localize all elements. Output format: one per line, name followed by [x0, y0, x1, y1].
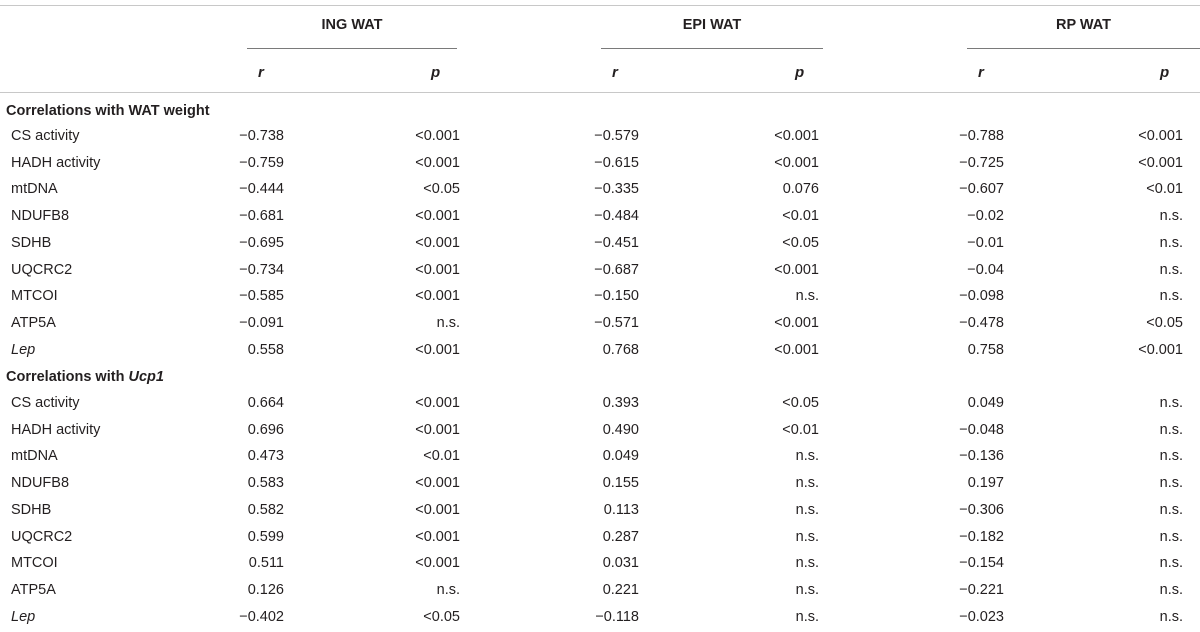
table-cell: −0.759 [239, 154, 284, 171]
table-cell: <0.001 [415, 528, 460, 545]
table-cell: −0.098 [959, 288, 1004, 305]
table-cell: 0.511 [248, 555, 284, 572]
table-cell: −0.788 [959, 128, 1004, 144]
col-header-ing-r: r [258, 64, 264, 81]
table-cell: −0.478 [959, 314, 1004, 331]
row-label: CS activity [11, 128, 80, 144]
table-cell: −0.023 [959, 608, 1004, 625]
table-cell: 0.197 [967, 475, 1004, 492]
table-cell: <0.001 [1138, 128, 1183, 144]
table-cell: −0.615 [594, 154, 639, 171]
table-cell: <0.01 [1146, 181, 1183, 198]
table-cell: n.s. [1159, 475, 1183, 492]
table-cell: 0.758 [967, 341, 1004, 358]
table-row [0, 392, 1200, 419]
header-bottom-rule [0, 92, 1200, 93]
table-cell: <0.001 [415, 341, 460, 358]
table-cell: −0.725 [959, 154, 1004, 171]
table-cell: <0.05 [782, 234, 819, 251]
table-row [0, 152, 1200, 179]
col-header-epi-p: p [795, 64, 805, 81]
table-cell: 0.583 [247, 475, 284, 492]
group-underline-rp [967, 48, 1200, 49]
table-cell: 0.287 [602, 528, 639, 545]
table-cell: <0.05 [1146, 314, 1183, 331]
row-label: mtDNA [11, 181, 58, 198]
table-cell: 0.582 [247, 501, 284, 518]
table-cell: −0.182 [959, 528, 1004, 545]
table-cell: −0.607 [959, 181, 1004, 198]
row-label: ATP5A [11, 314, 56, 331]
table-cell: 0.664 [247, 395, 284, 411]
table-row [0, 205, 1200, 232]
table-row [0, 285, 1200, 312]
table-row [0, 312, 1200, 339]
table-cell: −0.687 [594, 261, 639, 278]
table-row [0, 125, 1200, 152]
table-cell: <0.001 [1138, 154, 1183, 171]
group-header-ing-wat: ING WAT [321, 17, 383, 33]
table-row [0, 178, 1200, 205]
table-cell: −0.221 [959, 581, 1004, 598]
table-cell: 0.126 [247, 581, 284, 598]
table-cell: 0.113 [603, 501, 639, 518]
table-cell: −0.681 [239, 208, 284, 225]
table-cell: −0.444 [239, 181, 284, 198]
table-cell: 0.696 [247, 421, 284, 438]
table-cell: −0.585 [239, 288, 284, 305]
table-cell: <0.001 [415, 555, 460, 572]
table-cell: 0.049 [602, 448, 639, 465]
table-cell: n.s. [1159, 421, 1183, 438]
table-row [0, 526, 1200, 553]
table-cell: n.s. [795, 608, 819, 625]
table-row [0, 472, 1200, 499]
table-cell: n.s. [795, 475, 819, 492]
table-cell: −0.154 [959, 555, 1004, 572]
table-cell: 0.076 [782, 181, 819, 198]
table-cell: 0.049 [967, 395, 1004, 411]
table-cell: n.s. [795, 448, 819, 465]
table-cell: <0.001 [774, 154, 819, 171]
table-cell: n.s. [1159, 234, 1183, 251]
table-row [0, 579, 1200, 606]
table-cell: −0.136 [959, 448, 1004, 465]
table-cell: −0.01 [967, 234, 1004, 251]
table-cell: <0.01 [782, 208, 819, 225]
row-label: SDHB [11, 501, 52, 518]
row-label: UQCRC2 [11, 528, 73, 545]
table-cell: −0.150 [594, 288, 639, 305]
group-header-epi-wat: EPI WAT [682, 17, 742, 33]
table-cell: 0.599 [247, 528, 284, 545]
col-header-rp-r: r [978, 64, 984, 81]
table-cell: n.s. [795, 528, 819, 545]
table-cell: −0.579 [594, 128, 639, 144]
section-title-wat-weight: Correlations with WAT weight [6, 103, 210, 119]
table-cell: <0.001 [774, 261, 819, 278]
table-cell: n.s. [795, 288, 819, 305]
table-cell: <0.001 [1138, 341, 1183, 358]
table-row [0, 339, 1200, 366]
row-label: HADH activity [11, 154, 101, 171]
table-cell: −0.734 [239, 261, 284, 278]
row-label: UQCRC2 [11, 261, 73, 278]
table-cell: 0.473 [247, 448, 284, 465]
table-row [0, 552, 1200, 579]
table-cell: n.s. [1159, 555, 1183, 572]
table-row [0, 499, 1200, 526]
table-cell: −0.451 [594, 234, 639, 251]
table-cell: 0.558 [247, 341, 284, 358]
table-cell: <0.001 [415, 475, 460, 492]
table-cell: n.s. [1159, 581, 1183, 598]
table-cell: 0.768 [602, 341, 639, 358]
table-cell: −0.048 [959, 421, 1004, 438]
table-cell: −0.571 [594, 314, 639, 331]
table-cell: <0.001 [774, 341, 819, 358]
row-label: MTCOI [11, 555, 58, 572]
table-cell: −0.695 [239, 234, 284, 251]
table-cell: n.s. [795, 555, 819, 572]
group-underline-epi [601, 48, 823, 49]
group-header-rp-wat: RP WAT [1055, 17, 1112, 33]
table-cell: −0.306 [959, 501, 1004, 518]
col-header-epi-r: r [612, 64, 618, 81]
table-cell: −0.118 [595, 608, 639, 625]
table-cell: −0.02 [967, 208, 1004, 225]
section-title-ucp1: Correlations with Ucp1 [6, 369, 164, 385]
table-row [0, 606, 1200, 632]
table-cell: n.s. [1159, 501, 1183, 518]
table-cell: <0.05 [423, 608, 460, 625]
row-label: Lep [11, 608, 36, 625]
table-row [0, 259, 1200, 286]
col-header-ing-p: p [431, 64, 441, 81]
table-cell: −0.402 [239, 608, 284, 625]
table-cell: <0.001 [774, 314, 819, 331]
table-cell: <0.001 [415, 261, 460, 278]
table-cell: −0.738 [239, 128, 284, 144]
table-cell: <0.001 [415, 421, 460, 438]
table-cell: n.s. [795, 501, 819, 518]
table-cell: n.s. [1159, 261, 1183, 278]
table-cell: n.s. [795, 581, 819, 598]
row-label: HADH activity [11, 421, 101, 438]
table-cell: n.s. [1159, 528, 1183, 545]
table-cell: <0.001 [774, 128, 819, 144]
row-label: CS activity [11, 395, 80, 411]
table-top-rule [0, 5, 1200, 6]
table-cell: n.s. [1159, 208, 1183, 225]
row-label: SDHB [11, 234, 52, 251]
table-row [0, 445, 1200, 472]
table-cell: n.s. [436, 581, 460, 598]
table-row [0, 419, 1200, 446]
row-label: mtDNA [11, 448, 58, 465]
table-cell: <0.05 [782, 395, 819, 411]
table-cell: <0.01 [423, 448, 460, 465]
table-cell: 0.155 [602, 475, 639, 492]
row-label: ATP5A [11, 581, 56, 598]
table-cell: <0.01 [782, 421, 819, 438]
table-cell: <0.001 [415, 501, 460, 518]
table-cell: −0.091 [239, 314, 284, 331]
table-cell: n.s. [1159, 608, 1183, 625]
table-cell: <0.001 [415, 154, 460, 171]
table-cell: −0.484 [594, 208, 639, 225]
table-cell: <0.001 [415, 395, 460, 411]
table-cell: 0.031 [602, 555, 639, 572]
table-cell: −0.335 [594, 181, 639, 198]
table-cell: n.s. [1159, 448, 1183, 465]
row-label: NDUFB8 [11, 475, 70, 492]
table-cell: 0.490 [602, 421, 639, 438]
table-cell: n.s. [1159, 288, 1183, 305]
table-cell: n.s. [1159, 395, 1183, 411]
col-header-rp-p: p [1160, 64, 1170, 81]
row-label: NDUFB8 [11, 208, 70, 225]
table-cell: 0.393 [602, 395, 639, 411]
group-underline-ing [247, 48, 457, 49]
table-cell: <0.001 [415, 234, 460, 251]
table-cell: n.s. [436, 314, 460, 331]
row-label: MTCOI [11, 288, 58, 305]
table-cell: <0.001 [415, 208, 460, 225]
row-label: Lep [11, 341, 36, 358]
table-cell: 0.221 [602, 581, 639, 598]
table-cell: <0.001 [415, 288, 460, 305]
table-cell: −0.04 [967, 261, 1004, 278]
table-cell: <0.05 [423, 181, 460, 198]
table-row [0, 232, 1200, 259]
table-cell: <0.001 [415, 128, 460, 144]
